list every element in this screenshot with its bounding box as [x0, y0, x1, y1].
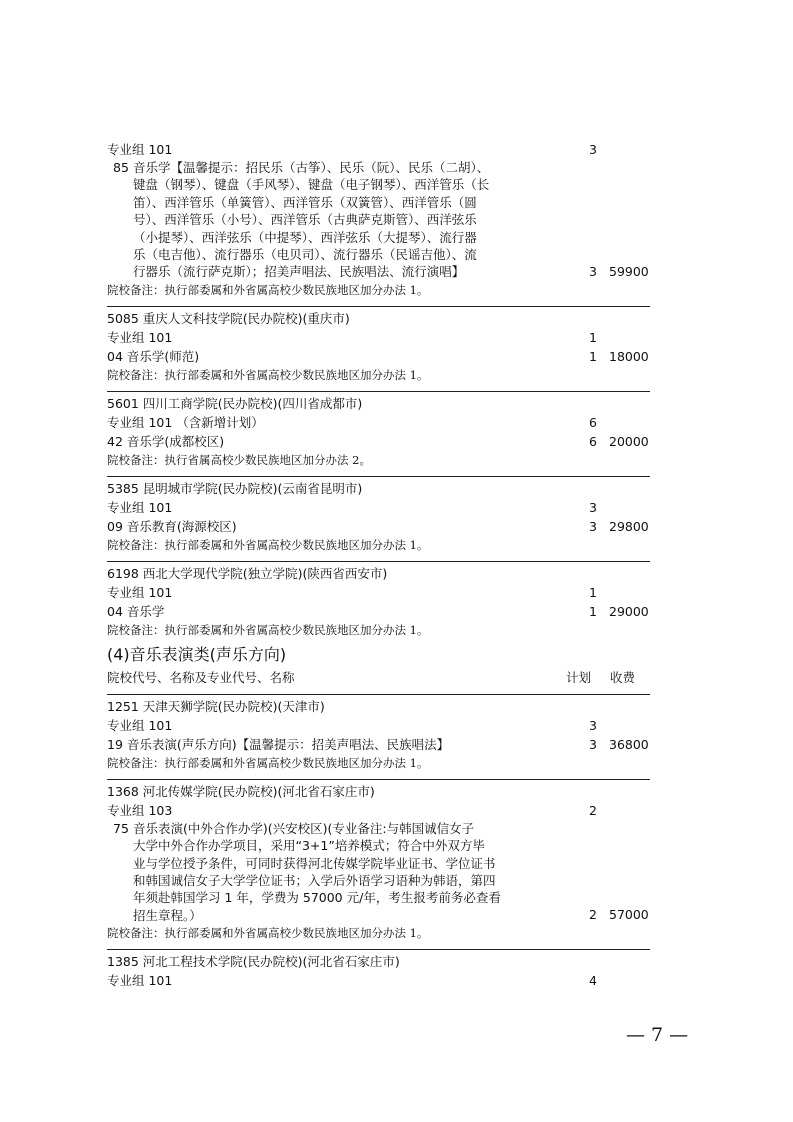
major-row: 42 音乐学(成都校区) 6 20000: [107, 433, 649, 449]
column-name: 院校代号、名称及专业代号、名称: [107, 669, 295, 685]
group-row: 专业组 101 （含新增计划） 6: [107, 414, 597, 430]
major-code: 85: [113, 160, 129, 175]
major-name: 音乐学【温馨提示：招民乐（古筝）、民乐（阮）、民乐（二胡）、 键盘（钢琴）、键盘（手风琴）、键盘（电子钢琴）、西洋管乐（长 笛）、西洋管乐（单簧管）、西洋管乐（双簧管）、西洋管乐（圆 号）、西洋管乐（小号）、西洋管乐（古典萨克斯管）、西洋弦乐 （小提琴）、西洋弦乐（中提琴）、西洋弦乐（大提琴）、流行器 乐（电吉他）、流行器乐（电贝司）、流行器乐（民谣吉他）、流 行器乐（流行萨克斯）；招美声唱法、民族唱法、流行演唱】: [133, 160, 490, 280]
school-row: 5385 昆明城市学院(民办院校)(云南省昆明市): [107, 480, 363, 496]
section-title: (4)音乐表演类(声乐方向): [107, 644, 287, 664]
major-name: 音乐表演(中外合作办学)(兴安校区)(专业备注:与韩国诚信女子 大学中外合作办学项目，采用“3+1”培养模式；符合中外双方毕 业与学位授予条件，可同时获得河北传媒学院毕业证书、学位证书 和韩国诚信女子大学学位证书；入学后外语学习语种为韩语，第四 年须赴韩国学习 1 年，学费为 57000 元/年，考生报考前务必查看 招生章程。）: [133, 820, 501, 923]
major-row: 04 音乐学 1 29000: [107, 603, 649, 619]
group-row: 专业组 103 2: [107, 802, 597, 818]
major-entry: [107, 820, 682, 924]
school-remark: 院校备注：执行部委属和外省属高校少数民族地区加分办法 1。: [107, 926, 429, 941]
school-remark: 院校备注：执行省属高校少数民族地区加分办法 2。: [107, 452, 371, 467]
school-remark: 院校备注：执行部委属和外省属高校少数民族地区加分办法 1。: [107, 367, 429, 382]
school-remark: 院校备注：执行部委属和外省属高校少数民族地区加分办法 1。: [107, 755, 429, 770]
divider: [107, 306, 650, 307]
column-fee: 收费: [610, 669, 636, 685]
major-fee: 57000: [609, 907, 649, 923]
divider: [107, 694, 650, 695]
page-number: — 7 —: [626, 1024, 689, 1046]
group-row: 专业组 101 3: [107, 142, 597, 157]
school-row: 1251 天津天狮学院(民办院校)(天津市): [107, 698, 325, 714]
major-code: 75: [113, 820, 129, 836]
group-row: 专业组 101 3: [107, 499, 597, 515]
group-row: 专业组 101 1: [107, 584, 597, 600]
divider: [107, 391, 650, 392]
major-row: 09 音乐教育(海源校区) 3 29800: [107, 518, 649, 534]
school-remark: 院校备注：执行部委属和外省属高校少数民族地区加分办法 1。: [107, 537, 429, 552]
school-row: 5085 重庆人文科技学院(民办院校)(重庆市): [107, 310, 350, 326]
major-plan: 3: [589, 263, 597, 279]
school-row: 1368 河北传媒学院(民办院校)(河北省石家庄市): [107, 783, 375, 799]
admission-listing: [107, 140, 682, 990]
major-row: 19 音乐表演(声乐方向)【温馨提示：招美声唱法、民族唱法】 3 36800: [107, 736, 649, 752]
school-remark: 院校备注：执行部委属和外省属高校少数民族地区加分办法 1。: [107, 622, 429, 637]
major-entry: [107, 159, 682, 281]
school-remark: 院校备注：执行部委属和外省属高校少数民族地区加分办法 1。: [107, 282, 429, 297]
divider: [107, 561, 650, 562]
divider: [107, 779, 650, 780]
major-row: 04 音乐学(师范) 1 18000: [107, 348, 649, 364]
column-plan: 计划: [566, 669, 592, 685]
group-row: 专业组 101 4: [107, 973, 597, 989]
major-fee: 59900: [609, 263, 649, 279]
divider: [107, 949, 650, 950]
major-plan: 2: [589, 907, 597, 923]
divider: [107, 476, 650, 477]
school-row: 1385 河北工程技术学院(民办院校)(河北省石家庄市): [107, 954, 400, 970]
school-row: 5601 四川工商学院(民办院校)(四川省成都市): [107, 395, 363, 411]
group-row: 专业组 101 1: [107, 329, 597, 345]
group-row: 专业组 101 3: [107, 717, 597, 733]
column-header: [107, 668, 682, 688]
school-row: 6198 西北大学现代学院(独立学院)(陕西省西安市): [107, 565, 388, 581]
